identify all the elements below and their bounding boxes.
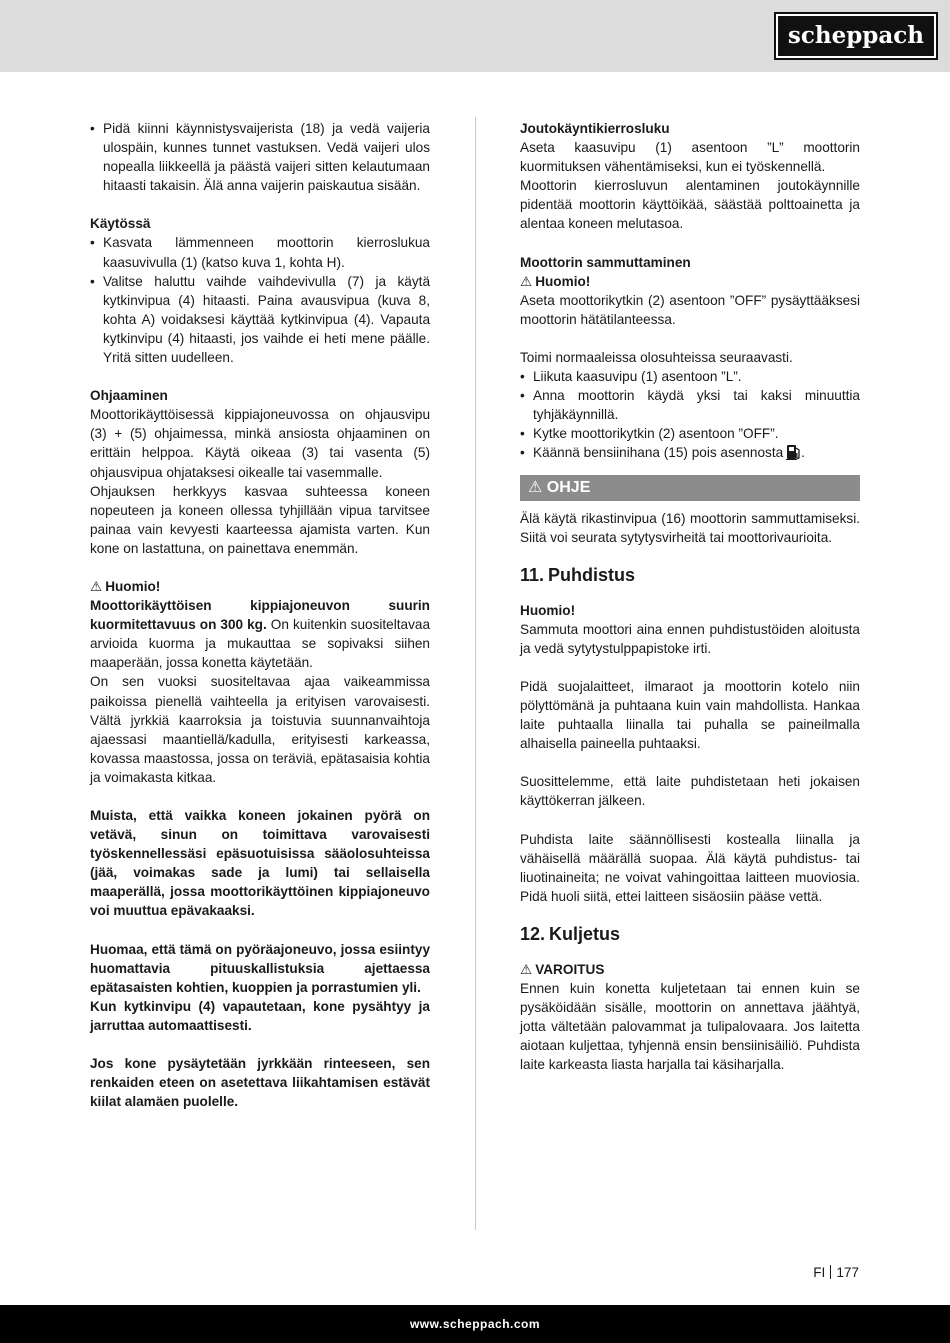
paragraph-bold: Jos kone pysäytetään jyrkkään rinteeseen, sen renkaiden eteen on asetettava liikahtamisen estävät kiilat alamäen puolelle.	[90, 1056, 430, 1110]
paragraph-bold: Huomaa, että tämä on pyöräajoneuvo, jossa esiintyy huomattavia pituuskallistuksia ajettaessa epätasaisten kohtien, kuoppien ja porrastumien yli.	[90, 941, 430, 995]
list-item: • Liikuta kaasuvipu (1) asentoon ”L”.	[520, 367, 860, 386]
section-title-text: Puhdistus	[548, 564, 636, 585]
section-heading-sammutus: Moottorin sammuttaminen	[520, 254, 691, 270]
list-item: • Valitse haluttu vaihde vaihdevivulla (7) ja käytä kytkinvipua (4) hitaasti. Paina avausvipua (kuva 8, kohta A) voidaksesi käyttää kytkinvipua (4). Vapauta kytkinvipu (4) hitaasti, jos vaihde ei heti mene päälle. Yritä sitten uudelleen.	[90, 272, 430, 367]
section-heading-kaytossa: Käytössä	[90, 216, 151, 232]
sammutus-list	[520, 367, 860, 462]
paragraph: Ohjauksen herkkyys kasvaa suhteessa koneen nopeuteen ja koneen ollessa tyhjillään vipua tarvitsee painaa vain kevyesti kaarteessa ajamista varten. Kun kone on lastattuna, on painettava enemmän.	[90, 483, 430, 556]
brand-logo: scheppach	[776, 14, 936, 58]
language-code: FI	[813, 1265, 826, 1280]
right-column	[520, 119, 860, 1074]
note-banner	[520, 475, 860, 501]
header-band	[0, 0, 950, 72]
section-title-text: Kuljetus	[549, 923, 621, 944]
paragraph: Pidä suojalaitteet, ilmaraot ja moottorin kotelo niin pölyttömänä ja puhtaana kuin vain mahdollista. Hankaa laite puhtaalla liinalla tai puhalla se paineilmalla alhaisella paineella puhtaaksi.	[520, 678, 860, 752]
warning-triangle-icon: ⚠	[528, 478, 543, 496]
note-label: OHJE	[546, 478, 591, 496]
section-number: 11.	[520, 564, 545, 585]
section-title-kuljetus	[520, 922, 860, 946]
warning-heading	[90, 577, 430, 596]
list-item: • Pidä kiinni käynnistysvaijerista (18) ja vedä vaijeria ulospäin, kunnes tunnet vastuksen. Vedä vaijeri ulos nopealla liikkeellä ja päästä vaijeri sitten kelautumaan hitaasti takaisin. Älä anna vaijerin paiskautua sisään.	[90, 119, 430, 195]
list-item-text: Käännä bensiinihana (15) pois asennosta	[533, 445, 784, 461]
footer-bar	[0, 1305, 950, 1343]
paragraph	[90, 596, 430, 672]
paragraph: Moottorikäyttöisessä kippiajoneuvossa on ohjausvipu (3) + (5) ohjaimessa, minkä ansiosta ohjaaminen on erittäin helppoa. Käytä oikeaa (3) tai vasenta (5) ohjausvipua ohjataksesi oikealle tai vasemmalle.	[90, 407, 430, 480]
paragraph-text: On kuitenkin suositeltavaa arvioida kuorma ja mukauttaa se sopivaksi siihen maaperään, jossa konetta käytetään.	[90, 617, 431, 671]
warning-label: VAROITUS	[535, 961, 605, 977]
paragraph: Moottorin kierrosluvun alentaminen joutokäynnille pidentää moottorin käyttöikää, säästää polttoainetta ja alentaa koneen melutasoa.	[520, 178, 860, 232]
website-link[interactable]: www.scheppach.com	[409, 1317, 541, 1331]
warning-triangle-icon: ⚠	[520, 961, 533, 977]
paragraph: On sen vuoksi suositeltavaa ajaa vaikeammissa paikoissa pienellä vaihteella ja erityisen varovaisesti. Vältä jyrkkiä kaarroksia ja toistuvia suunnanvaihtoja ajaessasi maantiellä/kadulla, erityisesti karkeassa, kovassa maastossa, jossa on teräviä, epätasaisia kohtia ja voimakasta kitkaa.	[90, 674, 430, 785]
left-column	[90, 119, 430, 1111]
intro-list	[90, 119, 430, 195]
paragraph: Älä käytä rikastinvipua (16) moottorin sammuttamiseksi. Siitä voi seurata sytytysvirheitä tai moottorivaurioita.	[520, 510, 860, 545]
paragraph: Ennen kuin konetta kuljetetaan tai ennen kuin se pysäköidään sisälle, moottorin on annettava jäähtyä, jotta vältetään palovammat ja tulipalovaara. Jos laitetta aiotaan kuljettaa, tyhjennä ensin bensiinisäiliö. Puhdista laite karkeasta liasta harjalla tai käsiharjalla.	[520, 981, 860, 1073]
section-title-puhdistus	[520, 563, 860, 587]
list-item: • Anna moottorin käydä yksi tai kaksi minuuttia tyhjäkäynnillä.	[520, 386, 860, 424]
list-item: • Kasvata lämmenneen moottorin kierroslukua kaasuvivulla (1) (katso kuva 1, kohta H).	[90, 233, 430, 271]
paragraph: Puhdista laite säännöllisesti kostealla liinalla ja vähäisellä määrällä suopaa. Älä käytä puhdistus- tai liuotinaineita; ne voivat vahingoittaa laitteen muoviosia. Pidä huoli siitä, ettei laitteen sisäosiin pääse vettä.	[520, 831, 860, 904]
list-item-text-end: .	[801, 445, 805, 461]
paragraph-bold: Kun kytkinvipu (4) vapautetaan, kone pysähtyy ja jarruttaa automaattisesti.	[90, 998, 430, 1033]
paragraph: Suosittelemme, että laite puhdistetaan heti jokaisen käyttökerran jälkeen.	[520, 774, 860, 809]
paragraph: Aseta moottorikytkin (2) asentoon ”OFF” pysäyttääksesi moottorin hätätilanteessa.	[520, 292, 860, 327]
warning-heading	[520, 272, 860, 291]
warning-label: Huomio!	[520, 602, 576, 618]
warning-triangle-icon: ⚠	[90, 578, 103, 594]
section-heading-ohjaaminen: Ohjaaminen	[90, 388, 168, 404]
list-item: • Kytke moottorikytkin (2) asentoon ”OFF”.	[520, 424, 860, 443]
page-number	[813, 1265, 859, 1280]
warning-triangle-icon: ⚠	[520, 273, 533, 289]
kaytossa-list	[90, 233, 430, 367]
column-divider	[475, 117, 476, 1230]
list-item	[520, 443, 860, 462]
paragraph: Toimi normaaleissa olosuhteissa seuraavasti.	[520, 349, 793, 365]
fuel-pump-icon	[786, 444, 801, 460]
paragraph-bold: Muista, että vaikka koneen jokainen pyörä on vetävä, sinun on toimittava varovaisesti työskennellessäsi epäsuotuisissa sääolosuhteissa (jää, voimakas sade ja lumi) tai sellaisella maaperällä, jossa moottorikäyttöinen kippiajoneuvo voi muuttua epävakaaksi.	[90, 808, 430, 919]
separator	[830, 1265, 831, 1279]
section-heading-joutokaynti: Joutokäyntikierrosluku	[520, 121, 670, 136]
paragraph: Sammuta moottori aina ennen puhdistustöiden aloitusta ja vedä sytytystulppapistoke irti.	[520, 621, 860, 656]
bold-lead: Moottorikäyttöisen kippiajoneuvon suurin kuormitettavuus on 300 kg.	[90, 598, 430, 633]
section-number: 12.	[520, 923, 546, 944]
warning-label: Huomio!	[105, 578, 161, 594]
paragraph: Aseta kaasuvipu (1) asentoon ”L” moottorin kuormituksen vähentämiseksi, kun ei työskennellä.	[520, 140, 860, 175]
warning-heading	[520, 960, 860, 979]
warning-label: Huomio!	[535, 273, 591, 289]
page-number-value: 177	[836, 1265, 859, 1280]
